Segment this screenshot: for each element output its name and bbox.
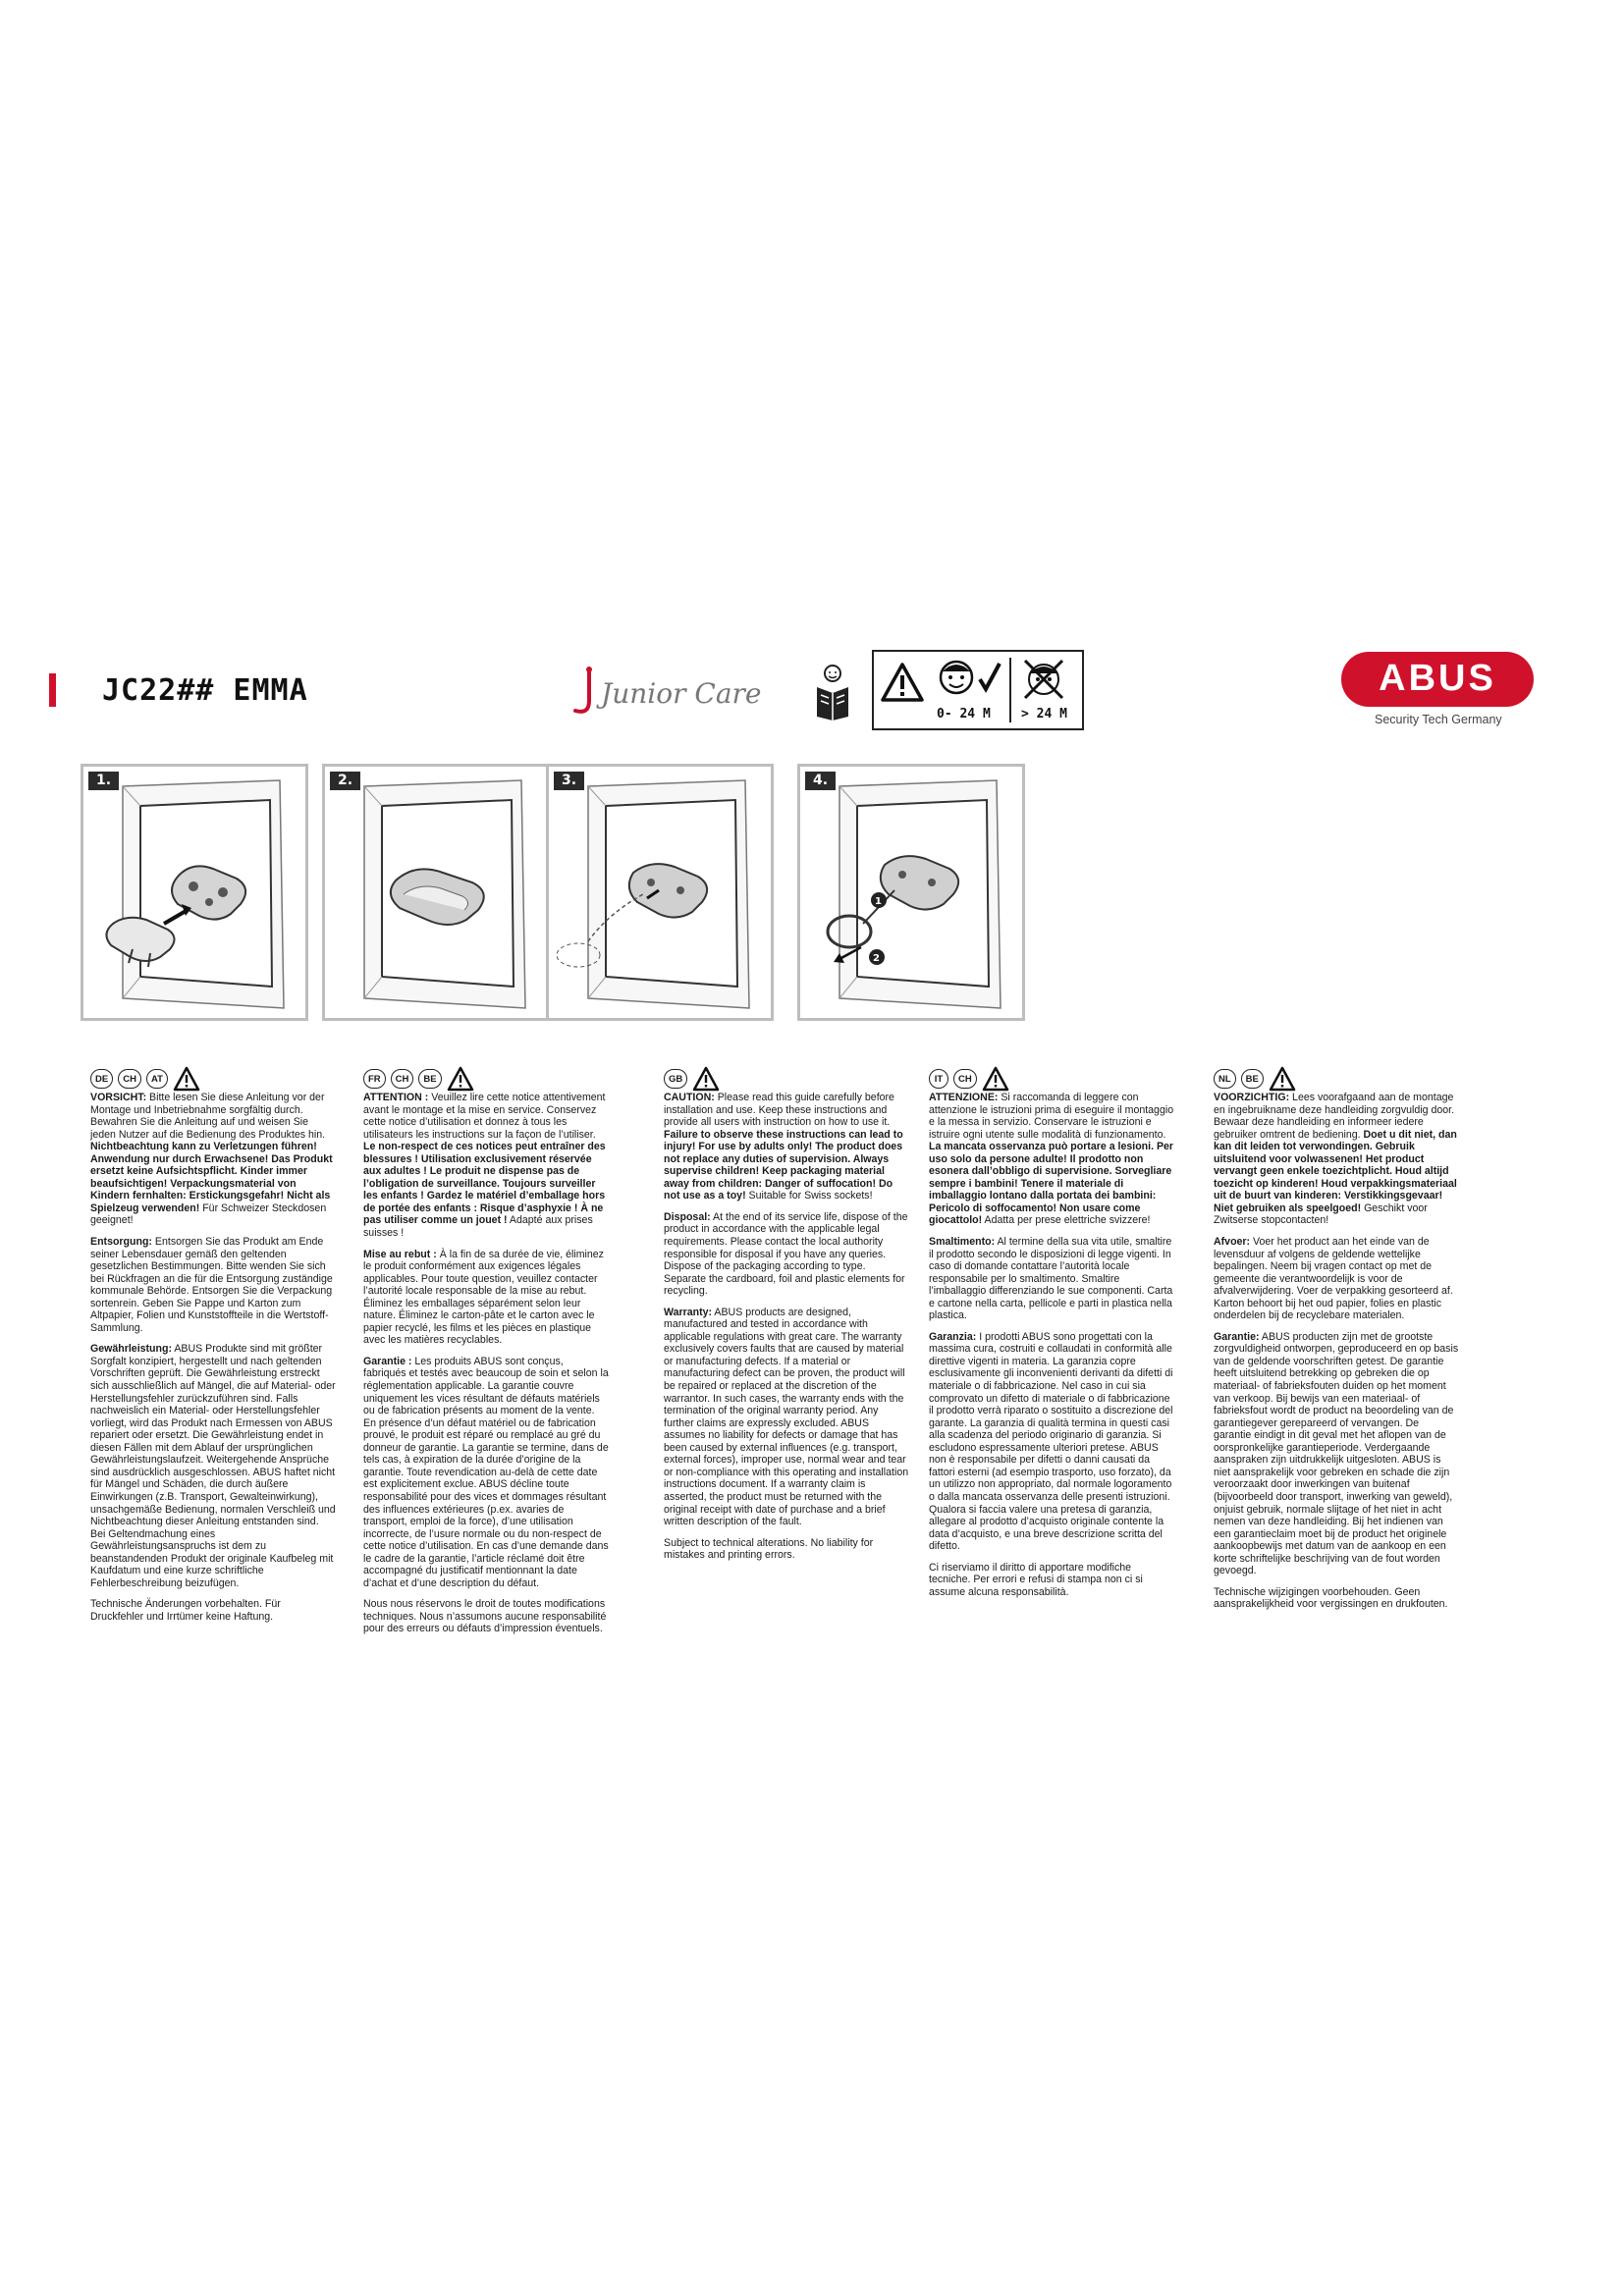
warranty-lead: Warranty:: [664, 1306, 713, 1318]
caution-tail: Suitable for Swiss sockets!: [745, 1190, 873, 1202]
safety-paragraph: [1214, 1092, 1459, 1227]
warranty-lead: Garantie:: [1214, 1330, 1260, 1343]
caution-tail: Für Schweizer Steckdosen geeignet!: [90, 1201, 327, 1227]
caution-text: Bitte lesen Sie diese Anleitung vor der Montage und Inbetriebnahme sorgfältig durch. Bewahren Sie die Anleitung auf und weisen Sie jeden Nutzer auf die Bedienung des Produktes hin.: [90, 1092, 326, 1141]
safety-paragraph: [929, 1092, 1174, 1227]
country-code-badge: CH: [953, 1069, 977, 1089]
warning-triangle-icon: [880, 662, 925, 703]
abus-tagline: Security Tech Germany: [1375, 713, 1502, 726]
safety-paragraph: [90, 1092, 336, 1227]
disposal-text: Entsorgen Sie das Produkt am Ende seiner Lebensdauer gemäß den geltenden gesetzlichen Bestimmungen. Bitte wenden Sie sich bei Rückfragen an die für die Entsorgung zuständige kommunale Behörde. Entsorgen Sie die Verpackung sortenrein. Geben Sie Pappe und Karton zum Altpapier, Folien und Kunststoffteile in die Wertstoff-Sammlung.: [90, 1236, 333, 1334]
step-panel-2: [322, 764, 550, 1021]
step-panel-3: [546, 764, 774, 1021]
accent-bar: [49, 673, 56, 707]
step-4-illustration: [800, 767, 1022, 1018]
warranty-paragraph: [363, 1356, 609, 1589]
age-warning-box: [872, 650, 1084, 730]
warranty-lead: Garantie :: [363, 1355, 412, 1367]
disclaimer-paragraph: Technische Änderungen vorbehalten. Für Druckfehler und Irrtümer keine Haftung.: [90, 1598, 281, 1623]
disposal-lead: Smaltimento:: [929, 1236, 996, 1249]
step-2-illustration: [325, 767, 547, 1018]
warning-triangle-icon: [982, 1066, 1009, 1092]
caution-tail: Adatta per prese elettriche svizzere!: [982, 1214, 1151, 1227]
warranty-text: I prodotti ABUS sono progettati con la massima cura, costruiti e collaudati in conformità alle direttive vigenti in materia. La garanzia copre esclusivamente gli inconvenienti derivanti da difetti di materiale o di fabbricazione. Nel caso in cui sia comprovato un difetto di materiale o di fabbricazione il prodotto verrà riparato o sostituito a discrezione del garante. La garanzia di qualità termina in questi casi alla scadenza del periodo originario di garanzia. Si escludono espressamente ulteriori pretese. ABUS non è responsabile per difetti o danni causati da fattori esterni (ad esempio trasporto, uso forzato), da un utilizzo non appropriato, dal normale logoramento o dalla mancata osservanza delle presenti istruzioni. Qualora si faccia valere una pretesa di garanzia, allegare al prodotto d’acquisto originale contente la data d’acquisto, e una breve descrizione scritta del difetto.: [929, 1330, 1173, 1553]
abus-logo-word: ABUS: [1379, 658, 1496, 699]
caution-text: Please read this guide carefully before installation and use. Keep these instructions and provide all users with instruction on how to use it.: [664, 1092, 894, 1129]
disclaimer-paragraph: Technische wijzigingen voorbehouden. Geen aansprakelijkheid voor vergissingen en drukfouten.: [1214, 1585, 1448, 1611]
country-code-badge: DE: [90, 1069, 113, 1089]
age-ok-label: 0- 24 M: [937, 707, 991, 721]
step-number: 2.: [330, 772, 360, 790]
read-manual-icon: [813, 664, 852, 721]
country-code-badge: GB: [664, 1069, 687, 1089]
disposal-lead: Mise au rebut :: [363, 1248, 437, 1260]
junior-care-logo: [562, 666, 787, 721]
disposal-lead: Disposal:: [664, 1210, 711, 1223]
disposal-text: At the end of its service life, dispose of the product in accordance with the applicable legal requirements. Please contact the local authority responsible for disposal if you have any queries. Dispose of the packaging according to type. Separate the cardboard, foil and plastic elements for recycling.: [664, 1210, 908, 1298]
caution-bold: Nichtbeachtung kann zu Verletzungen führen! Anwendung nur durch Erwachsene! Das Produkt ersetzt keine Aufsichtspflicht. Kinder immer beaufsichtigen! Verpackungsmaterial von Kindern fernhalten: Erstickungsgefahr! Nicht als Spielzeug verwenden!: [90, 1141, 333, 1214]
caution-tail: Geschikt voor Zwitserse stopcontacten!: [1214, 1201, 1428, 1227]
step-number: 3.: [554, 772, 584, 790]
disposal-paragraph: [929, 1236, 1174, 1322]
svg-text:2: 2: [873, 953, 880, 964]
child-ok-icon: [937, 656, 1003, 701]
warranty-text: Les produits ABUS sont conçus, fabriqués et testés avec beaucoup de soin et selon la réglementation applicable. La garantie couvre uniquement les vices résultant de défauts matériels ou de fabrication présents au moment de la vente. En présence d’un défaut matériel ou de fabrication prouvé, le produit est réparé ou remplacé au gré du donneur de garantie. La garantie se termine, dans de tels cas, à expiration de la durée d’origine de la garantie. Toute revendication au-delà de cette date est explicitement exclue. ABUS décline toute responsabilité pour des vices et dommages résultant des influences extérieures (p.ex. avaries de transport, emploi de la force), d’une utilisation incorrecte, de l’usure normale ou du non-respect de cette notice d’utilisation. En cas d’une demande dans le cadre de la garantie, l’article réclamé doit être accompagné du justificatif mentionnant la date d’achat et d’une description du défaut.: [363, 1355, 609, 1589]
disposal-paragraph: [90, 1236, 336, 1334]
column-de: [90, 1066, 336, 1631]
caution-bold: Doet u dit niet, dan kan dit leiden tot verwondingen. Gebruik uitsluitend voor volwassenen! Het product vervangt geen enkele toezichtplicht. Houd altijd toezicht op kinderen! Houd verpakkingsmateriaal uit de buurt van kinderen: Verstikkingsgevaar! Niet gebruiken als speelgoed!: [1214, 1128, 1457, 1214]
disposal-text: À la fin de sa durée de vie, éliminez le produit conformément aux exigences légales applicables. Pour toute question, veuillez contacter l’autorité locale responsable de la mise au rebut. Éliminez les emballages séparément selon leur nature. Éliminez le carton-pâte et le carton avec le papier recyclé, les films et les pièces en plastique avec les matières recyclables.: [363, 1248, 604, 1347]
disposal-text: Al termine della sua vita utile, smaltire il prodotto secondo le disposizioni di legge vigenti. In caso di domande contattare l’autorità locale responsabile per lo smaltimento. Smaltire l’imballaggio differenziando le sue componenti. Carta e cartone nella carta, pellicole e parti in plastica nella plastica.: [929, 1236, 1173, 1322]
column-fr: [363, 1066, 609, 1644]
caution-text: Lees voorafgaand aan de montage en ingebruikname deze handleiding zorgvuldig door. Bewaar deze handleiding en informeer iedere gebruiker omtrent de bediening.: [1214, 1092, 1455, 1141]
svg-text:1: 1: [875, 896, 882, 907]
disposal-paragraph: [363, 1249, 609, 1347]
column-nl: [1214, 1066, 1459, 1620]
step-3-illustration: [549, 767, 771, 1018]
caution-lead: VOORZICHTIG:: [1214, 1092, 1290, 1103]
warranty-paragraph: [664, 1307, 909, 1528]
age-divider: [1009, 658, 1011, 722]
warning-triangle-icon: [1269, 1066, 1296, 1092]
country-code-badge: CH: [118, 1069, 141, 1089]
warranty-text: ABUS Produkte sind mit größter Sorgfalt konzipiert, hergestellt und nach geltenden Vorschriften geprüft. Die Gewährleistung erstreckt sich ausschließlich auf Mängel, die auf Material- oder Herstellungsfehler zurückzuführen sind. Falls nachweislich ein Material- oder Herstellungsfehler vorliegt, wird das Produkt nach Ermessen von ABUS repariert oder ersetzt. Die Gewährleistung endet in diesen Fällen mit dem Ablauf der ursprünglichen Gewährleistungslaufzeit. Weitergehende Ansprüche sind ausdrücklich ausgeschlossen. ABUS haftet nicht für Mängel und Schäden, die durch äußere Einwirkungen (z.B. Transport, Gewalteinwirkung), unsachgemäße Bedienung, normalen Verschleiß und Nichtbeachtung dieser Anleitung entstanden sind. Bei Geltendmachung eines Gewährleistungsanspruchs ist dem zu beanstandenden Produkt der originale Kaufbeleg mit Kaufdatum und eine kurze schriftliche Fehlerbeschreibung beizufügen.: [90, 1343, 336, 1589]
abus-logo: [1341, 652, 1534, 730]
safety-paragraph: [363, 1092, 609, 1240]
warranty-lead: Gewährleistung:: [90, 1343, 172, 1356]
disclaimer-paragraph: Nous nous réservons le droit de toutes modifications techniques. Nous n’assumons aucune responsabilité pour des erreurs ou défauts d’impression éventuels.: [363, 1598, 607, 1635]
disposal-paragraph: [1214, 1236, 1459, 1322]
caution-bold: Le non-respect de ces notices peut entraîner des blessures ! Utilisation exclusivement réservée aux adultes ! Le produit ne dispense pas de l’obligation de surveillance. Toujours surveiller les enfants ! Gardez le matériel d’emballage hors de portée des enfants : Risque d’asphyxie ! À ne pas utiliser comme un jouet !: [363, 1141, 606, 1227]
step-panel-1: [81, 764, 308, 1021]
caution-tail: Adapté aux prises suisses !: [363, 1214, 593, 1240]
warning-triangle-icon: [692, 1066, 720, 1092]
disposal-lead: Afvoer:: [1214, 1236, 1251, 1249]
step-number: 4.: [805, 772, 836, 790]
warning-triangle-icon: [447, 1066, 474, 1092]
disposal-lead: Entsorgung:: [90, 1236, 152, 1249]
junior-care-logo-text: Junior Care: [601, 677, 762, 710]
warranty-paragraph: [1214, 1331, 1459, 1577]
age-no-label: > 24 M: [1021, 707, 1067, 721]
step-panel-4: [797, 764, 1025, 1021]
country-code-badge: CH: [391, 1069, 414, 1089]
country-code-badge: NL: [1214, 1069, 1236, 1089]
column-it: [929, 1066, 1174, 1607]
language-flags: [929, 1066, 1174, 1092]
warranty-text: ABUS products are designed, manufactured and tested in accordance with applicable regulations with great care. The warranty exclusively covers faults that are caused by material or manufacturing defects. If a material or manufacturing defect can be proven, the product will be repaired or replaced at the discretion of the warrantor. In such cases, the warranty ends with the termination of the original warranty period. Any further claims are expressly excluded. ABUS assumes no liability for defects or damage that has been caused by external influences (e.g. transport, external forces), improper use, normal wear and tear or non-compliance with this operating and installation instructions document. If a warranty claim is asserted, the product must be returned with the original receipt with date of purchase and a brief written description of the fault.: [664, 1306, 909, 1528]
disclaimer-paragraph: Subject to technical alterations. No liability for mistakes and printing errors.: [664, 1536, 874, 1562]
disposal-paragraph: [664, 1211, 909, 1298]
step-number: 1.: [88, 772, 119, 790]
language-flags: [664, 1066, 909, 1092]
country-code-badge: BE: [1241, 1069, 1264, 1089]
warranty-paragraph: [929, 1331, 1174, 1553]
warranty-lead: Garanzia:: [929, 1330, 977, 1343]
caution-text: Si raccomanda di leggere con attenzione le istruzioni prima di eseguire il montaggio e la messa in servizio. Conservare le istruzioni e istruire ogni utente sulle modalità di funzionamento.: [929, 1092, 1174, 1141]
column-gb: [664, 1066, 909, 1571]
country-code-badge: AT: [146, 1069, 168, 1089]
child-prohibited-icon: [1019, 655, 1068, 704]
disclaimer-paragraph: Ci riserviamo il diritto di apportare modifiche tecniche. Per errori e refusi di stampa non ci si assume alcuna responsabilità.: [929, 1561, 1143, 1598]
warranty-paragraph: [90, 1343, 336, 1589]
caution-text: Veuillez lire cette notice attentivement avant le montage et la mise en service. Conservez cette notice d’utilisation et donnez à tous les utilisateurs les instructions sur la façon de l’utiliser.: [363, 1092, 606, 1141]
caution-lead: VORSICHT:: [90, 1092, 147, 1103]
caution-lead: ATTENTION :: [363, 1092, 429, 1103]
safety-paragraph: [664, 1092, 909, 1202]
model-title: JC22## EMMA: [102, 673, 308, 708]
warranty-text: ABUS producten zijn met de grootste zorgvuldigheid ontworpen, geproduceerd en op basis van de geldende voorschriften getest. De garantie heeft uitsluitend betrekking op gebreken die op materiaal- of fabrieksfouten duiden op het moment van verkoop. Bij bewijs van een materiaal- of fabrieksfout wordt de product na beoordeling van de garantiegever gerepareerd of vervangen. De garantie eindigt in dit geval met het aflopen van de oorspronkelijke garantieperiode. Verdergaande aanspraken zijn uitdrukkelijk uitgesloten. ABUS is niet aansprakelijk voor gebreken en schade die zijn veroorzaakt door inwerkingen van buitenaf (bijvoorbeeld door transport, inwerking van geweld), onjuist gebruik, normale slijtage of het niet in acht nemen van deze handleiding. Bij het indienen van een garantieclaim moet bij de product het originele aankoopbewijs met datum van de aankoop en een korte schriftelijke beschrijving van de fout worden gevoegd.: [1214, 1330, 1459, 1577]
country-code-badge: IT: [929, 1069, 948, 1089]
disposal-text: Voer het product aan het einde van de levensduur af volgens de geldende wettelijke bepalingen. Neem bij vragen contact op met de gemeente die verantwoordelijk is voor de afvalverwijdering. Voer de verpakking gesorteerd af. Karton behoort bij het oud papier, folies en plastic onderdelen bij de recyclebare materialen.: [1214, 1236, 1453, 1322]
caution-bold: La mancata osservanza può portare a lesioni. Per uso solo da persone adulte! Il prodotto non esonera dall’obbligo di supervisione. Sorvegliare sempre i bambini! Tenere il materiale di imballaggio lontano dalla portata dei bambini: Pericolo di soffocamento! Non usare come giocattolo!: [929, 1141, 1174, 1227]
country-code-badge: BE: [418, 1069, 441, 1089]
warning-triangle-icon: [173, 1066, 200, 1092]
language-flags: [90, 1066, 336, 1092]
caution-lead: ATTENZIONE:: [929, 1092, 999, 1103]
caution-lead: CAUTION:: [664, 1092, 715, 1103]
language-flags: [1214, 1066, 1459, 1092]
step-1-illustration: [83, 767, 305, 1018]
caution-bold: Failure to observe these instructions can lead to injury! For use by adults only! The product does not replace any duties of supervision. Always supervise children! Keep packaging material away from children: Danger of suffocation! Do not use as a toy!: [664, 1128, 903, 1202]
country-code-badge: FR: [363, 1069, 386, 1089]
language-flags: [363, 1066, 609, 1092]
